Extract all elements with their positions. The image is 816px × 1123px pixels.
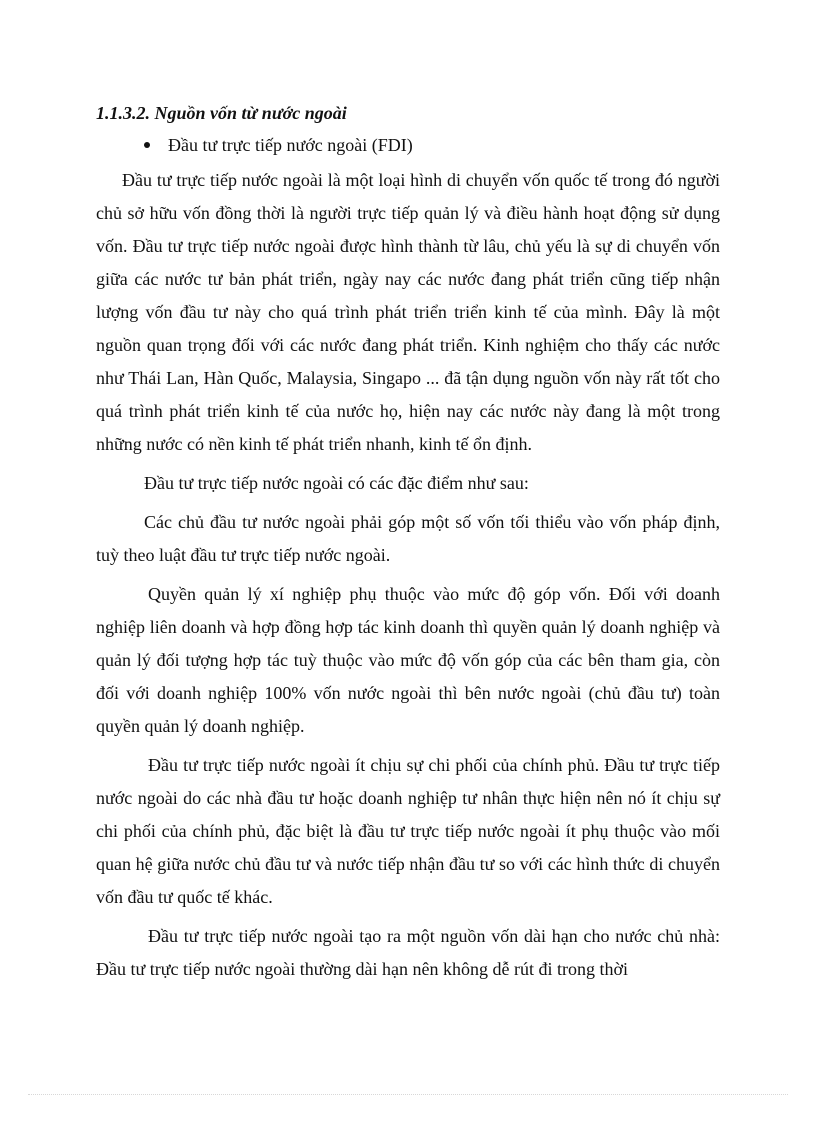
page-bottom-divider: [28, 1094, 788, 1095]
bullet-dot-icon: [144, 142, 150, 148]
section-heading: 1.1.3.2. Nguồn vốn từ nước ngoài: [96, 103, 347, 123]
document-body: [96, 98, 720, 992]
bullet-text: Đầu tư trực tiếp nước ngoài (FDI): [168, 135, 413, 155]
paragraph-long-term-capital: Đầu tư trực tiếp nước ngoài tạo ra một nguồn vốn dài hạn cho nước chủ nhà: Đầu tư trực tiếp nước ngoài thường dài hạn nên không dễ rút đi trong thời: [96, 926, 720, 979]
bullet-item: [96, 130, 720, 160]
paragraph-minimum-capital: Các chủ đầu tư nước ngoài phải góp một số vốn tối thiểu vào vốn pháp định, tuỳ theo luật đầu tư trực tiếp nước ngoài.: [96, 512, 720, 565]
paragraph-fdi-features-intro: Đầu tư trực tiếp nước ngoài có các đặc điểm như sau:: [144, 473, 529, 493]
paragraph-management-rights: Quyền quản lý xí nghiệp phụ thuộc vào mức độ góp vốn. Đối với doanh nghiệp liên doanh và hợp đồng hợp tác kinh doanh thì quyền quản lý doanh nghiệp và quản lý đối tượng hợp tác tuỳ thuộc vào mức độ vốn góp của các bên tham gia, còn đối với doanh nghiệp 100% vốn nước ngoài thì bên nước ngoài (chủ đầu tư) toàn quyền quản lý doanh nghiệp.: [96, 584, 720, 736]
paragraph-fdi-definition: Đầu tư trực tiếp nước ngoài là một loại hình di chuyển vốn quốc tế trong đó người chủ sở hữu vốn đồng thời là người trực tiếp quản lý và điều hành hoạt động sử dụng vốn. Đầu tư trực tiếp nước ngoài được hình thành từ lâu, chủ yếu là sự di chuyển vốn giữa các nước tư bản phát triển, ngày nay các nước đang phát triển cũng tiếp nhận lượng vốn đầu tư này cho quá trình phát triển triển kinh tế của mình. Đây là một nguồn quan trọng đối với các nước đang phát triển. Kinh nghiệm cho thấy các nước như Thái Lan, Hàn Quốc, Malaysia, Singapo ... đã tận dụng nguồn vốn này rất tốt cho quá trình phát triển kinh tế của nước họ, hiện nay các nước này đang là một trong những nước có nền kinh tế phát triển nhanh, kinh tế ổn định.: [96, 170, 720, 454]
paragraph-government-influence: Đầu tư trực tiếp nước ngoài ít chịu sự chi phối của chính phủ. Đầu tư trực tiếp nước ngoài do các nhà đầu tư hoặc doanh nghiệp tư nhân thực hiện nên nó ít chịu sự chi phối của chính phủ, đặc biệt là đầu tư trực tiếp nước ngoài ít phụ thuộc vào mối quan hệ giữa nước chủ đầu tư và nước tiếp nhận đầu tư so với các hình thức di chuyển vốn đầu tư quốc tế khác.: [96, 755, 720, 907]
